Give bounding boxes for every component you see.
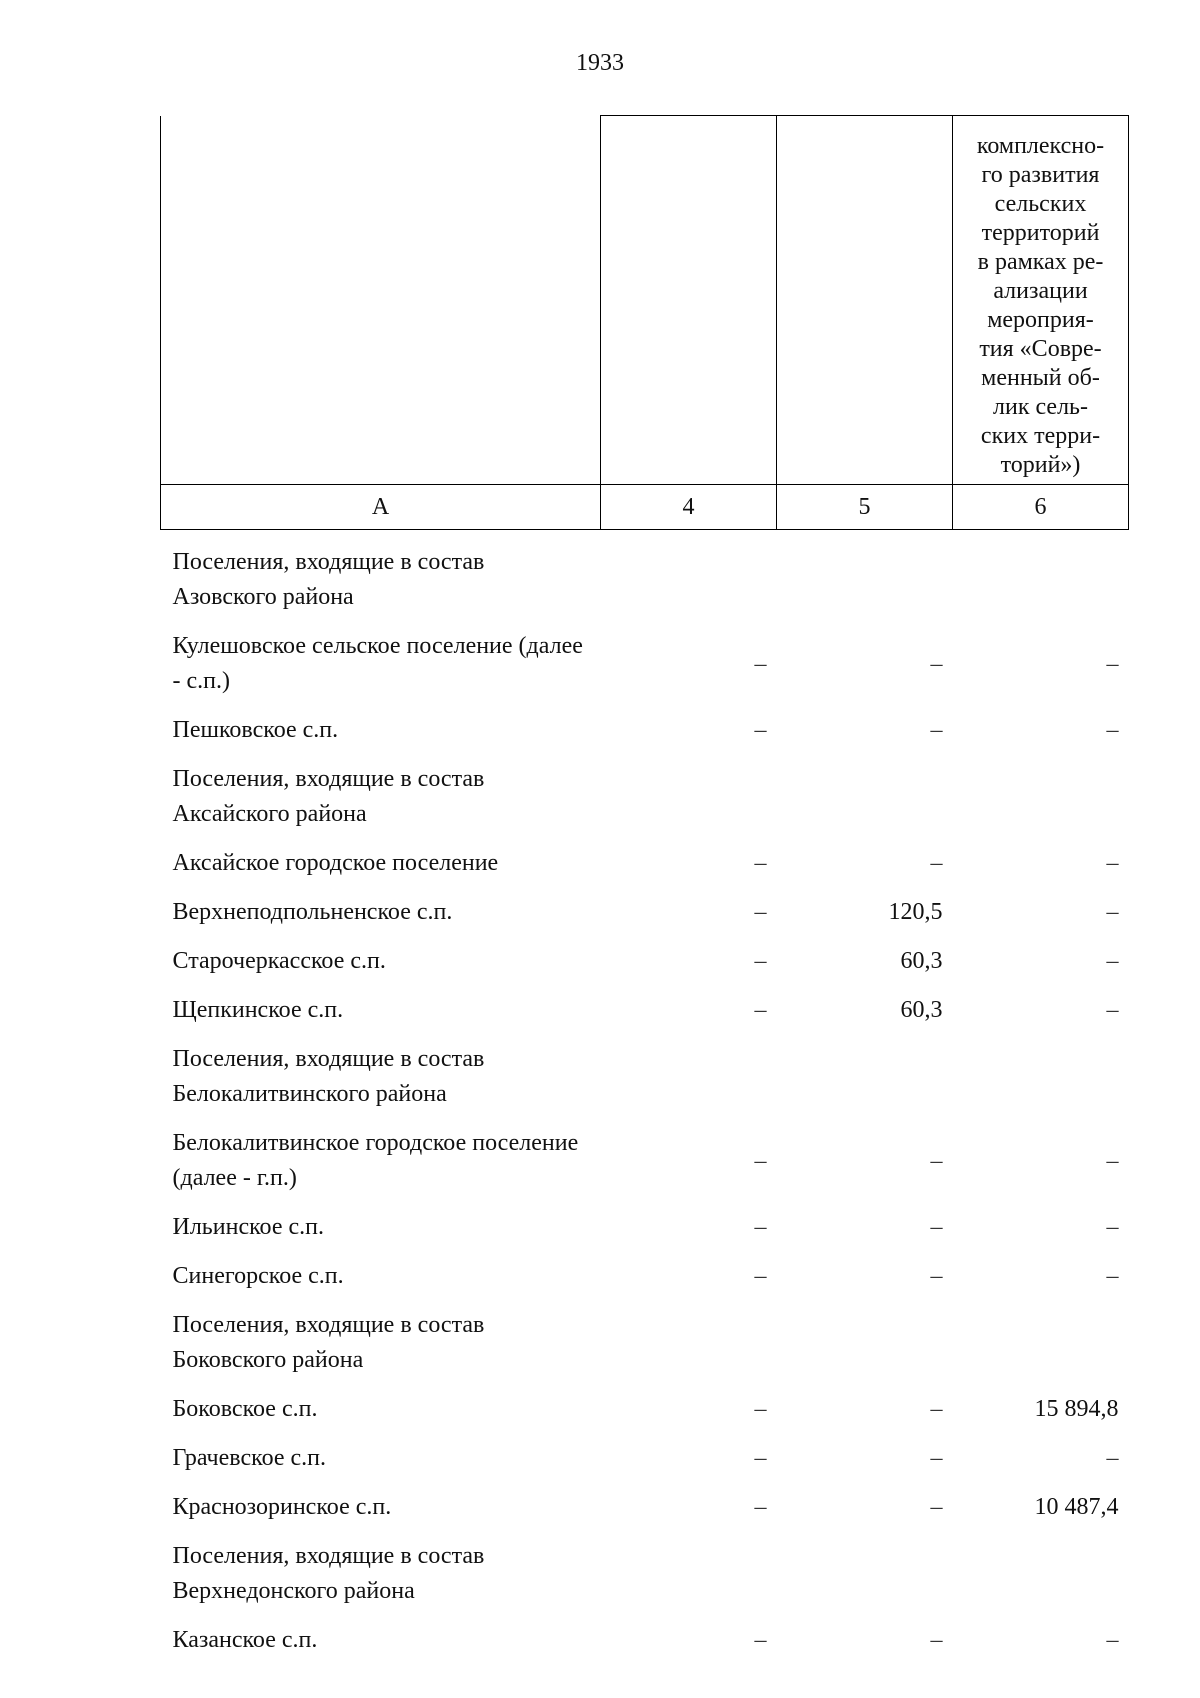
value-col-5 [777,538,953,622]
page-number: 1933 [576,50,624,76]
header-cell-4 [601,116,777,485]
header-col6-line: менный об- [981,365,1100,391]
value-col-4: – [754,1214,767,1240]
value-col-6: – [1106,1627,1119,1653]
settlement-name: Краснозоринское с.п. [172,1494,392,1520]
table-row [161,1385,1129,1434]
header-col6-line: го развития [981,162,1100,188]
value-col-5 [777,755,953,839]
value-col-4 [601,1301,777,1385]
settlement-name: Грачевское с.п. [172,1445,327,1471]
header-col6-text [953,122,1128,484]
settlement-name: Казанское с.п. [172,1627,318,1653]
value-col-5: – [930,717,943,743]
value-col-6: – [1106,899,1119,925]
value-col-6: – [1106,997,1119,1023]
settlement-name: Старочеркасское с.п. [172,948,386,974]
header-col6-line: в рамках ре- [977,249,1104,275]
value-col-6: 10 487,4 [1034,1494,1119,1520]
value-col-4: – [754,850,767,876]
value-col-6 [953,1035,1129,1119]
settlement-name: Поселения, входящие в состав Верхнедонского района [172,1543,485,1604]
value-col-6: – [1106,948,1119,974]
table-row [161,1252,1129,1301]
spacer-row [161,530,1129,539]
value-col-5: – [930,1627,943,1653]
column-label-4: 4 [601,485,777,530]
value-col-4: – [754,1396,767,1422]
value-col-5: – [930,650,943,677]
value-col-4: – [754,1263,767,1289]
table-row [161,1035,1129,1119]
value-col-5 [777,1301,953,1385]
column-label-6: 6 [953,485,1129,530]
settlement-name: Поселения, входящие в состав Азовского района [172,549,485,610]
value-col-5: – [930,1445,943,1471]
value-col-4 [601,1532,777,1616]
value-col-4: – [754,1147,767,1174]
value-col-6: – [1106,1263,1119,1289]
value-col-5: – [930,1263,943,1289]
settlement-name: Щепкинское с.п. [172,997,344,1023]
header-col6-line: лик сель- [993,394,1088,420]
table-row [161,1434,1129,1483]
value-col-6: – [1106,650,1119,677]
value-col-6 [953,1532,1129,1616]
value-col-5 [777,1532,953,1616]
value-col-5: 60,3 [900,948,943,974]
value-col-4: – [754,1494,767,1520]
value-col-6: – [1106,1214,1119,1240]
header-cell-6 [953,116,1129,485]
value-col-5: – [930,1396,943,1422]
table-row [161,888,1129,937]
settlement-name: Пешковское с.п. [172,717,339,743]
value-col-4: – [754,997,767,1023]
settlement-name: Поселения, входящие в состав Боковского района [172,1312,485,1373]
header-col6-line: ализации [993,278,1088,304]
value-col-4: – [754,1627,767,1653]
table-row [161,1483,1129,1532]
settlement-name: Поселения, входящие в состав Белокалитвинского района [172,1046,485,1107]
value-col-4 [601,1035,777,1119]
value-col-6: 15 894,8 [1034,1396,1119,1422]
settlement-name: Белокалитвинское городское поселение (далее - г.п.) [172,1130,579,1191]
settlement-name: Боковское с.п. [172,1396,318,1422]
value-col-6: – [1106,1147,1119,1174]
value-col-6 [953,1301,1129,1385]
value-col-6: – [1106,717,1119,743]
value-col-6 [953,755,1129,839]
header-continuation-row [161,116,1129,485]
value-col-5: 60,3 [900,997,943,1023]
settlement-name: Верхнеподпольненское с.п. [172,899,453,925]
table-row [161,986,1129,1035]
table-row [161,1532,1129,1616]
header-col6-line: комплексно- [976,133,1105,159]
value-col-5: – [930,1147,943,1174]
table-row [161,1301,1129,1385]
settlements-table [160,115,1129,1665]
value-col-5: – [930,1494,943,1520]
settlement-name: Синегорское с.п. [172,1263,344,1289]
header-col6-line: торий») [1000,452,1081,478]
value-col-4: – [754,717,767,743]
value-col-5: – [930,1214,943,1240]
column-number-row [161,485,1129,530]
table-row [161,755,1129,839]
column-label-a: А [161,485,601,530]
column-label-5: 5 [777,485,953,530]
header-col6-line: сельских [994,191,1087,217]
settlement-name: Кулешовское сельское поселение (далее - с.п.) [172,633,583,694]
value-col-6 [953,538,1129,622]
table-row [161,1616,1129,1665]
value-col-4: – [754,948,767,974]
settlement-name: Поселения, входящие в состав Аксайского района [172,766,485,827]
table-row [161,1203,1129,1252]
table-body [161,116,1129,1666]
header-col6-line: территорий [981,220,1100,246]
table-row [161,706,1129,755]
value-col-5: 120,5 [888,899,943,925]
header-col6-line: тия «Совре- [979,336,1102,362]
value-col-4 [601,755,777,839]
value-col-4 [601,538,777,622]
value-col-4: – [754,1445,767,1471]
value-col-5 [777,1035,953,1119]
settlement-name: Ильинское с.п. [172,1214,324,1240]
table-row [161,622,1129,706]
header-col6-line: ских терри- [980,423,1101,449]
table-row [161,839,1129,888]
table-row [161,1119,1129,1203]
table-row [161,538,1129,622]
header-col6-line: мероприя- [987,307,1094,333]
value-col-5: – [930,850,943,876]
header-cell-5 [777,116,953,485]
settlement-name: Аксайское городское поселение [172,850,499,876]
value-col-4: – [754,650,767,677]
value-col-6: – [1106,850,1119,876]
header-cell-a [161,116,601,485]
value-col-6: – [1106,1445,1119,1471]
table-row [161,937,1129,986]
value-col-4: – [754,899,767,925]
